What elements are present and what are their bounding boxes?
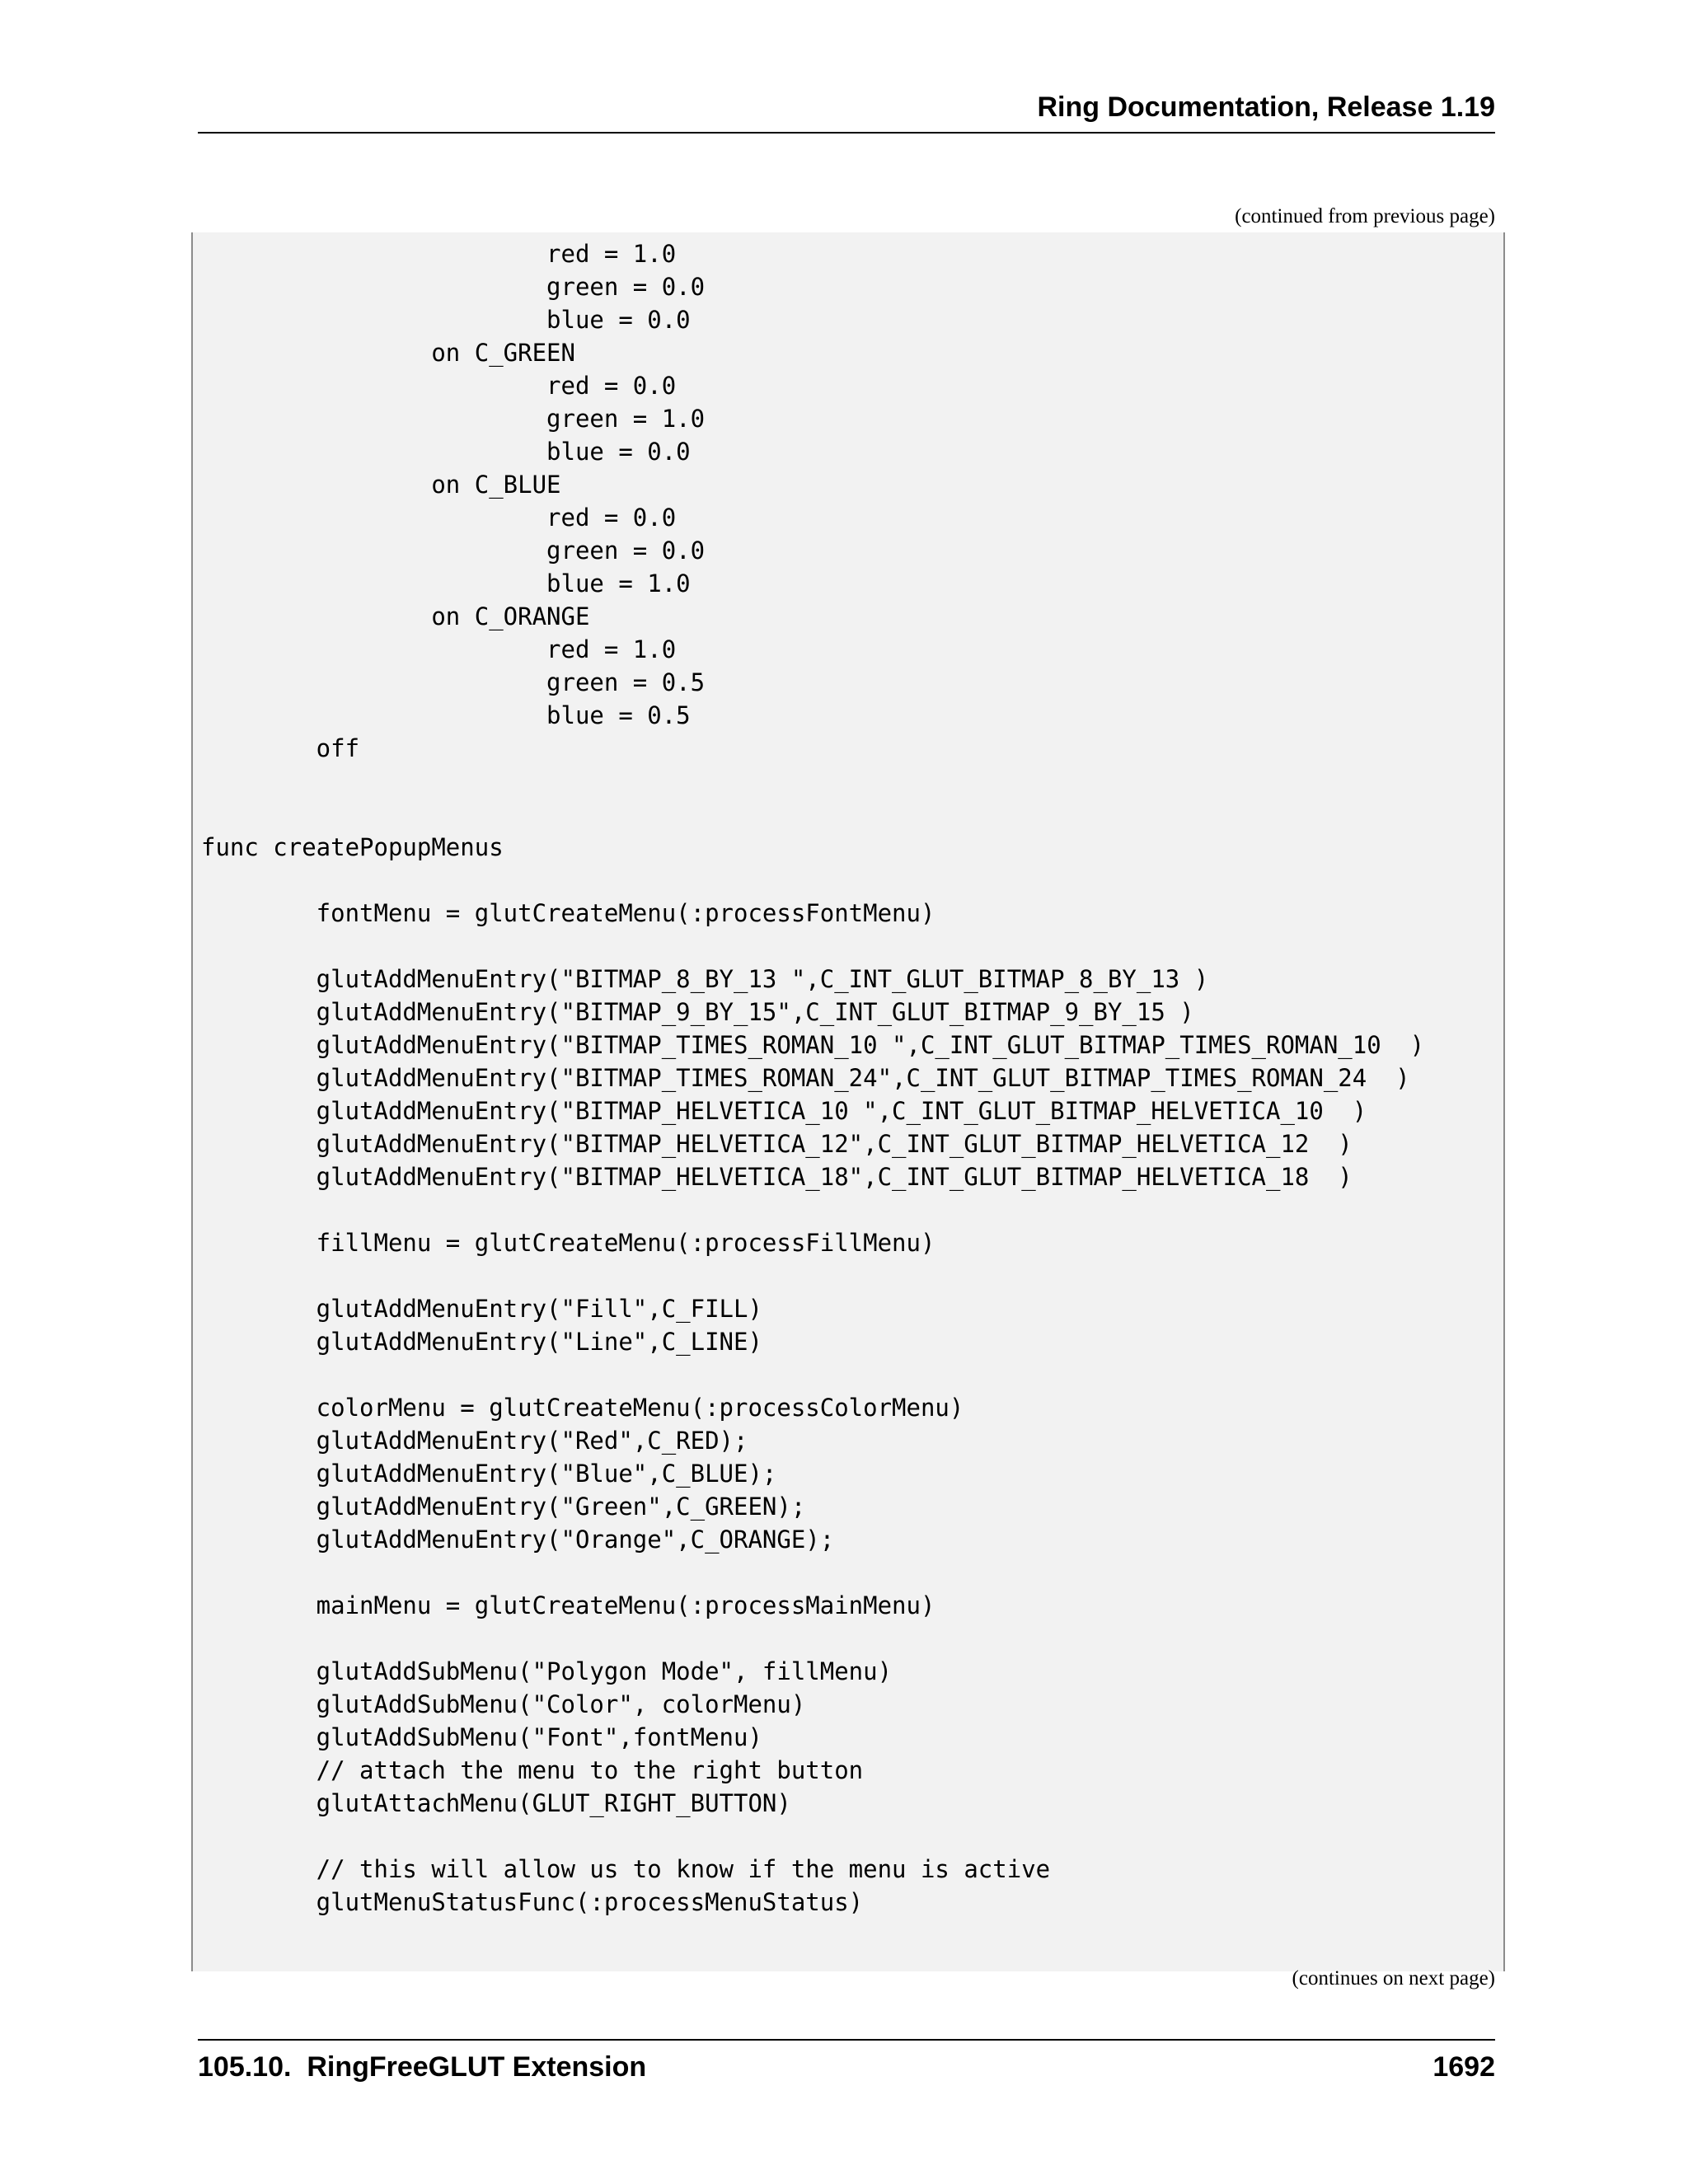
- code-line: fillMenu = glutCreateMenu(:processFillMenu): [201, 1229, 935, 1257]
- code-block: [191, 232, 1505, 1971]
- code-line: [201, 798, 1424, 831]
- code-line: glutAddMenuEntry("Line",C_LINE): [201, 1328, 762, 1356]
- code-line: [201, 1622, 1424, 1655]
- code-line: [201, 1820, 1424, 1853]
- code-line: // this will allow us to know if the menu is active: [201, 1855, 1051, 1883]
- code-line: on C_GREEN: [201, 339, 575, 367]
- continues-on-note: (continues on next page): [1292, 1967, 1495, 1990]
- section-title: 105.10. RingFreeGLUT Extension: [198, 2051, 647, 2083]
- code-line: on C_BLUE: [201, 471, 561, 499]
- code-line: [201, 1358, 1424, 1391]
- code-line: glutAddMenuEntry("BITMAP_TIMES_ROMAN_24",C_INT_GLUT_BITMAP_TIMES_ROMAN_24 ): [201, 1064, 1410, 1092]
- code-line: func createPopupMenus: [201, 833, 504, 861]
- code-lines: [201, 237, 1424, 1919]
- code-line: green = 0.0: [201, 273, 706, 301]
- code-line: glutAddSubMenu("Font",fontMenu): [201, 1723, 762, 1751]
- code-line: off: [201, 734, 360, 762]
- code-line: glutAddMenuEntry("Green",C_GREEN);: [201, 1493, 806, 1521]
- page-header: [198, 89, 1495, 134]
- code-line: red = 0.0: [201, 372, 677, 400]
- code-line: glutAddMenuEntry("Blue",C_BLUE);: [201, 1460, 777, 1488]
- code-line: glutAddSubMenu("Polygon Mode", fillMenu): [201, 1657, 893, 1685]
- code-line: [201, 1259, 1424, 1292]
- code-line: red = 1.0: [201, 635, 677, 663]
- code-line: green = 0.5: [201, 668, 706, 696]
- code-line: [201, 1193, 1424, 1226]
- code-line: colorMenu = glutCreateMenu(:processColorMenu): [201, 1394, 964, 1422]
- code-line: fontMenu = glutCreateMenu(:processFontMenu): [201, 899, 935, 927]
- code-line: red = 0.0: [201, 504, 677, 532]
- code-line: blue = 1.0: [201, 569, 691, 598]
- code-line: glutAttachMenu(GLUT_RIGHT_BUTTON): [201, 1789, 791, 1817]
- code-line: glutAddSubMenu("Color", colorMenu): [201, 1690, 806, 1718]
- page-number: 1692: [1432, 2051, 1495, 2083]
- code-line: green = 1.0: [201, 405, 706, 433]
- code-line: glutAddMenuEntry("BITMAP_9_BY_15",C_INT_GLUT_BITMAP_9_BY_15 ): [201, 998, 1194, 1026]
- code-line: [201, 765, 1424, 798]
- code-line: // attach the menu to the right button: [201, 1756, 864, 1784]
- code-line: glutMenuStatusFunc(:processMenuStatus): [201, 1888, 864, 1916]
- code-line: glutAddMenuEntry("Fill",C_FILL): [201, 1295, 762, 1323]
- code-line: on C_ORANGE: [201, 602, 590, 630]
- code-line: glutAddMenuEntry("BITMAP_HELVETICA_10 ",C_INT_GLUT_BITMAP_HELVETICA_10 ): [201, 1097, 1367, 1125]
- code-line: mainMenu = glutCreateMenu(:processMainMenu): [201, 1591, 935, 1619]
- code-line: glutAddMenuEntry("BITMAP_TIMES_ROMAN_10 ",C_INT_GLUT_BITMAP_TIMES_ROMAN_10 ): [201, 1031, 1425, 1059]
- document-title: Ring Documentation, Release 1.19: [1037, 91, 1495, 123]
- page-footer: [198, 2039, 1495, 2087]
- code-line: glutAddMenuEntry("BITMAP_8_BY_13 ",C_INT_GLUT_BITMAP_8_BY_13 ): [201, 965, 1209, 993]
- code-line: blue = 0.0: [201, 306, 691, 334]
- code-line: [201, 930, 1424, 963]
- code-line: green = 0.0: [201, 537, 706, 565]
- code-line: [201, 864, 1424, 897]
- code-line: glutAddMenuEntry("BITMAP_HELVETICA_12",C_INT_GLUT_BITMAP_HELVETICA_12 ): [201, 1130, 1353, 1158]
- code-line: glutAddMenuEntry("BITMAP_HELVETICA_18",C_INT_GLUT_BITMAP_HELVETICA_18 ): [201, 1163, 1353, 1191]
- continued-from-note: (continued from previous page): [1235, 205, 1495, 227]
- code-line: blue = 0.5: [201, 701, 691, 729]
- code-line: [201, 1556, 1424, 1589]
- code-line: glutAddMenuEntry("Orange",C_ORANGE);: [201, 1526, 835, 1554]
- code-line: red = 1.0: [201, 240, 677, 268]
- code-line: glutAddMenuEntry("Red",C_RED);: [201, 1427, 748, 1455]
- code-line: blue = 0.0: [201, 438, 691, 466]
